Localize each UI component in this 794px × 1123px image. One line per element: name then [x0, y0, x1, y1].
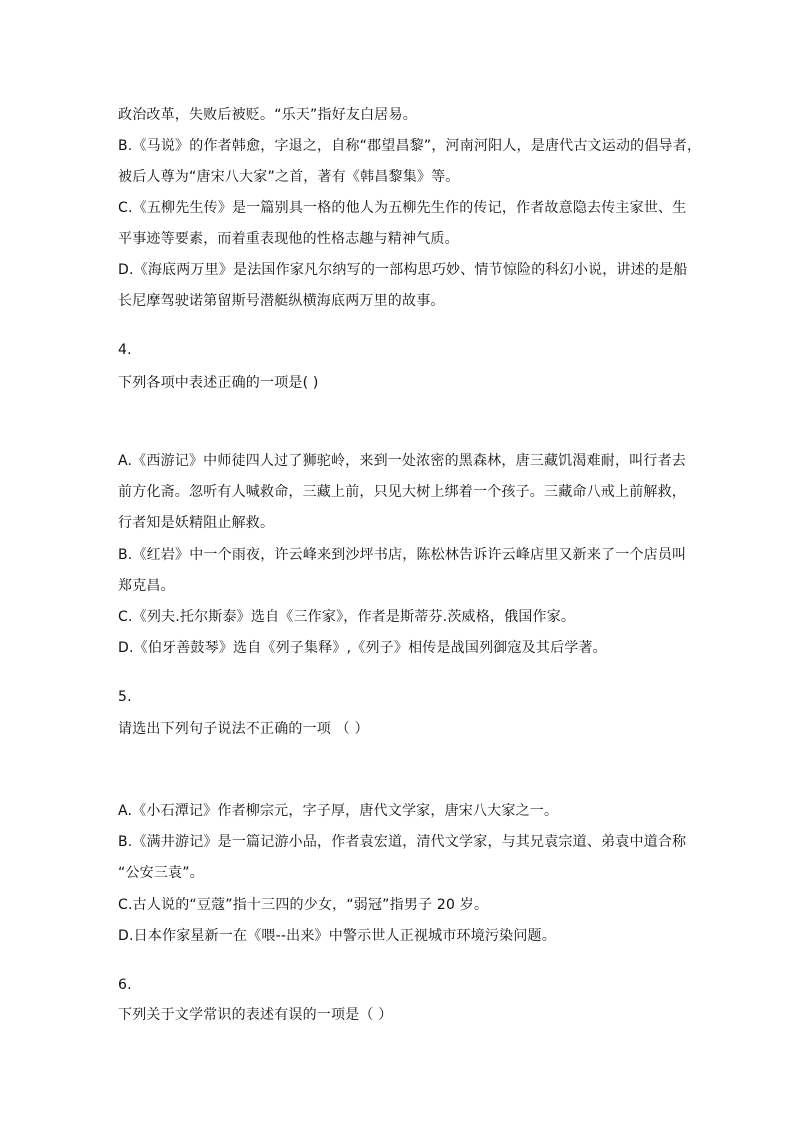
q3-option-c-continuation: 平事迹等要素，而着重表现他的性格志趣与精神气质。: [118, 231, 459, 247]
q4-number: 4.: [118, 342, 132, 358]
q5-option-c: C.古人说的“豆蔻”指十三四的少女，“弱冠”指男子 20 岁。: [118, 897, 489, 913]
q4-option-b-continuation: 郑克昌。: [118, 578, 175, 594]
q5-option-d: D.日本作家星新一在《喂--出来》中警示世人正视城市环境污染问题。: [118, 928, 556, 944]
q4-stem: 下列各项中表述正确的一项是( ): [118, 375, 319, 391]
q4-option-b: B.《红岩》中一个雨夜，许云峰来到沙坪书店，陈松林告诉许云峰店里又新来了一个店员叫: [118, 547, 687, 563]
q5-option-b: B.《满井游记》是一篇记游小品，作者袁宏道，清代文学家，与其兄袁宗道、弟袁中道合称: [118, 834, 687, 850]
q3-option-c: C.《五柳先生传》是一篇别具一格的他人为五柳先生作的传记，作者故意隐去传主家世、生: [118, 200, 687, 216]
q6-number: 6.: [118, 977, 132, 993]
q5-option-a: A.《小石潭记》作者柳宗元，字子厚，唐代文学家，唐宋八大家之一。: [118, 803, 559, 819]
q3-option-d: D.《海底两万里》是法国作家凡尔纳写的一部构思巧妙、情节惊险的科幻小说，讲述的是船: [118, 262, 688, 278]
q5-option-b-continuation: “公安三袁”。: [118, 865, 204, 881]
q3-option-b: B.《马说》的作者韩愈，字退之，自称“郡望昌黎”，河南河阳人，是唐代古文运动的倡导者，: [118, 138, 702, 154]
q5-stem: 请选出下列句子说法不正确的一项 （ ）: [118, 721, 369, 737]
q5-number: 5.: [118, 689, 132, 705]
q4-option-a-continuation-1: 前方化斋。忽听有人喊救命，三藏上前，只见大树上绑着一个孩子。三藏命八戒上前解救，: [118, 484, 686, 500]
q3-option-a-continuation: 政治改革，失败后被贬。“乐天”指好友白居易。: [118, 107, 417, 123]
q4-option-c: C.《列夫.托尔斯泰》选自《三作家》，作者是斯蒂芬.茨威格，俄国作家。: [118, 609, 576, 625]
q6-stem: 下列关于文学常识的表述有误的一项是（ ）: [118, 1007, 393, 1023]
q4-option-a: A.《西游记》中师徒四人过了狮驼岭，来到一处浓密的黑森林，唐三藏饥渴难耐，叫行者去: [118, 453, 686, 469]
q3-option-b-continuation: 被后人尊为“唐宋八大家”之首，著有《韩昌黎集》等。: [118, 169, 460, 185]
q4-option-a-continuation-2: 行者知是妖精阻止解救。: [118, 515, 275, 531]
q4-option-d: D.《伯牙善鼓琴》选自《列子集释》,《列子》相传是战国列御寇及其后学著。: [118, 640, 607, 656]
q3-option-d-continuation: 长尼摩驾驶诺第留斯号潜艇纵横海底两万里的故事。: [118, 293, 445, 309]
